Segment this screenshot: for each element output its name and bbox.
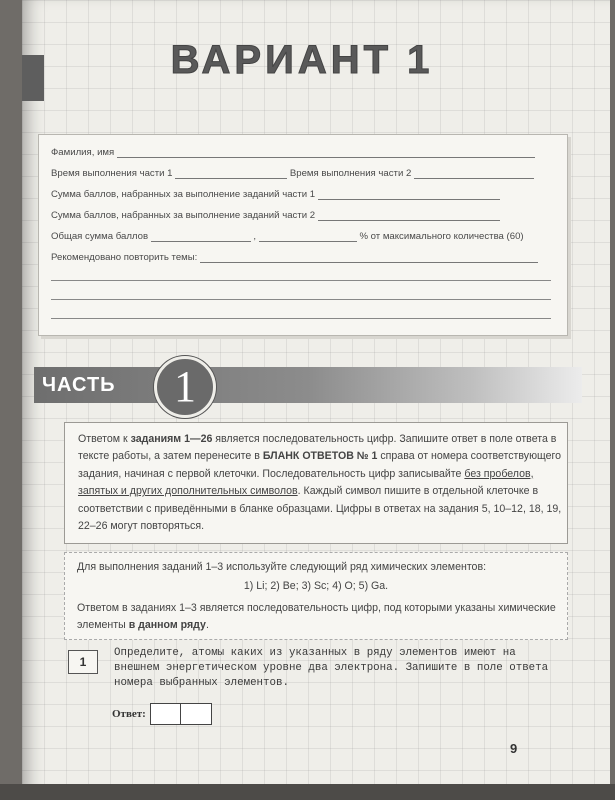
instructions-text — [78, 431, 562, 535]
score-part2-label: Сумма баллов, набранных за выполнение заданий части 2 — [51, 210, 316, 221]
surname-label: Фамилия, имя — [51, 147, 115, 158]
elements-note-text: Ответом в заданиях 1–3 является последовательность цифр, под которыми указаны химические элементы — [77, 602, 556, 631]
surname-blank — [117, 147, 535, 158]
answer-cell-2[interactable] — [180, 703, 212, 725]
answer-cell-1[interactable] — [150, 703, 182, 725]
total-score-blank — [151, 231, 251, 242]
exam-page — [22, 0, 610, 792]
time-fields — [51, 168, 534, 179]
total-score-label: Общая сумма баллов — [51, 231, 149, 242]
task-text: Определите, атомы каких из указанных в ряду элементов имеют на внешнем энергетическом уровне два электрона. Запишите в поле ответа номера выбранных элементов. — [114, 647, 549, 689]
instr-text-1: Ответом к — [78, 433, 131, 445]
percent-blank — [259, 231, 357, 242]
task-number-box: 1 — [68, 650, 98, 674]
time-part1-label: Время выполнения части 1 — [51, 168, 173, 179]
elements-note-emphasis: в данном ряду — [128, 619, 206, 631]
score-part1-blank — [318, 189, 500, 200]
repeat-topics-line-2 — [51, 280, 551, 281]
elements-intro: Для выполнения заданий 1–3 используйте следующий ряд химических элементов: — [77, 561, 487, 573]
instr-text-4: . Каждый символ пишите в отдельной клеточке в соответствии с приведёнными в бланке образцами. Цифры в ответах на задания 5, 10–12, 18, 19, 22–26 могут повторяться. — [78, 485, 562, 533]
page-number: 9 — [510, 741, 518, 756]
time-part2-blank — [414, 168, 534, 179]
instr-text-3: справа от номера соответствующего задания, начиная с первой клеточки. Последовательность цифр записывайте — [78, 450, 562, 480]
repeat-topics-blank — [200, 252, 538, 263]
score-part2-field — [51, 210, 500, 221]
score-part1-label: Сумма баллов, набранных за выполнение заданий части 1 — [51, 189, 316, 200]
instr-tasks-range: заданиям 1—26 — [130, 433, 213, 445]
time-part2-label: Время выполнения части 2 — [289, 168, 412, 179]
answer-label: Ответ: — [112, 708, 146, 720]
instr-no-spaces-rule: без пробелов, запятых и других дополнительных символов — [78, 467, 534, 498]
instructions-box — [64, 422, 568, 544]
repeat-topics-line-3 — [51, 299, 551, 300]
book-edge-shadow — [0, 784, 615, 800]
elements-note — [77, 600, 557, 634]
surname-field — [51, 147, 535, 158]
student-info-form — [38, 134, 568, 336]
elements-series-box — [64, 552, 568, 640]
variant-title: ВАРИАНТ 1 — [170, 38, 434, 82]
score-part2-blank — [318, 210, 500, 221]
total-score-field — [51, 231, 524, 242]
part-number-badge: 1 — [154, 356, 216, 418]
elements-series: 1) Li; 2) Be; 3) Sc; 4) O; 5) Ga. — [243, 580, 389, 592]
instr-text-2: является последовательность цифр. Запишите ответ в поле ответа в тексте работы, а затем перенесите в — [78, 433, 557, 463]
part-header-band — [34, 367, 582, 403]
score-part1-field — [51, 189, 500, 200]
total-score-comma: , — [253, 231, 257, 242]
repeat-topics-field — [51, 252, 538, 263]
repeat-topics-line-4 — [51, 318, 551, 319]
elements-note-end: . — [205, 619, 209, 631]
part-label: ЧАСТЬ — [42, 374, 116, 396]
repeat-topics-label: Рекомендовано повторить темы: — [51, 252, 198, 263]
time-part1-blank — [175, 168, 287, 179]
percent-label: % от максимального количества (60) — [359, 231, 524, 242]
instr-answer-sheet: БЛАНК ОТВЕТОВ № 1 — [262, 450, 378, 463]
